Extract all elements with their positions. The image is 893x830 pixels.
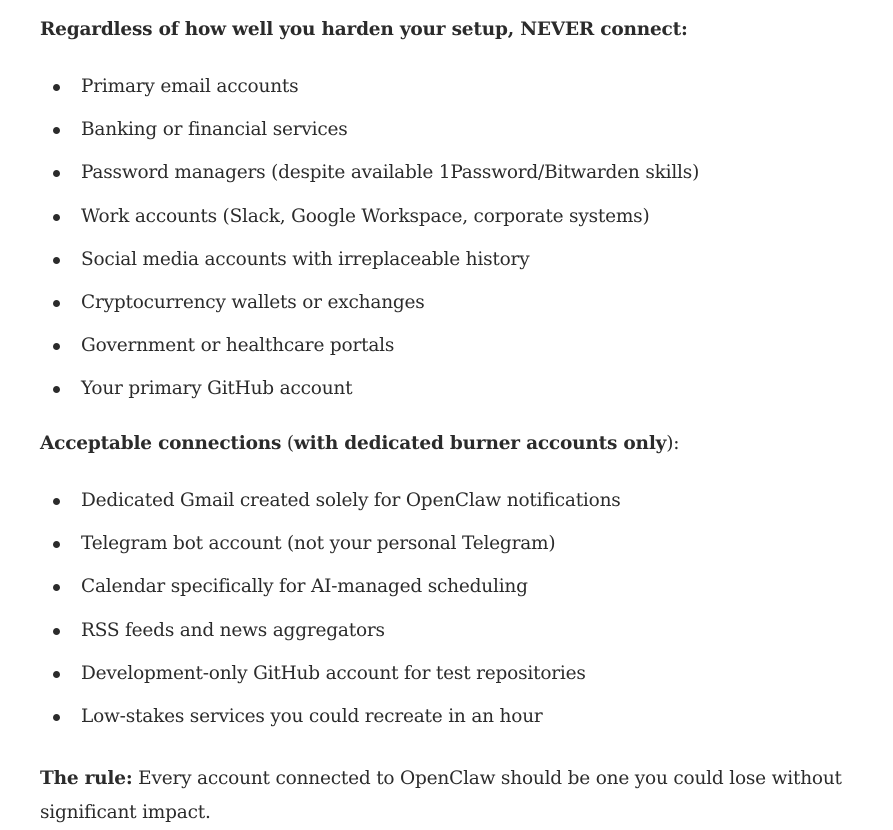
- list-item-text: Low-stakes services you could recreate in an hour: [81, 705, 543, 727]
- list-item-text: Banking or financial services: [81, 119, 348, 141]
- bullet-icon: [53, 127, 60, 134]
- list-item: [40, 162, 699, 205]
- never-connect-heading: Regardless of how well you harden your setup, NEVER connect:: [40, 19, 688, 40]
- list-item-text: Work accounts (Slack, Google Workspace, corporate systems): [81, 205, 650, 227]
- list-item: [40, 335, 699, 378]
- list-item-text: Calendar specifically for AI-managed scheduling: [81, 576, 528, 598]
- list-item: [40, 378, 699, 421]
- never-connect-list: [40, 76, 699, 422]
- list-item: [40, 249, 699, 292]
- bullet-icon: [53, 714, 60, 721]
- bullet-icon: [53, 541, 60, 548]
- list-item: [40, 576, 621, 619]
- acceptable-heading-paren-open: (: [281, 433, 294, 454]
- list-item: [40, 76, 699, 119]
- list-item: [40, 706, 621, 749]
- rule-label: The rule:: [40, 768, 133, 789]
- list-item-text: Telegram bot account (not your personal Telegram): [81, 533, 556, 555]
- list-item: [40, 292, 699, 335]
- bullet-icon: [53, 214, 60, 221]
- acceptable-heading-paren-close: ):: [666, 433, 680, 454]
- list-item-text: Password managers (despite available 1Password/Bitwarden skills): [81, 162, 700, 184]
- list-item: [40, 490, 621, 533]
- acceptable-heading-bold: Acceptable connections: [40, 433, 282, 454]
- bullet-icon: [53, 498, 60, 505]
- list-item-text: Government or healthcare portals: [81, 335, 395, 357]
- list-item: [40, 663, 621, 706]
- bullet-icon: [53, 84, 60, 91]
- list-item-text: Development-only GitHub account for test repositories: [81, 662, 586, 684]
- acceptable-heading-qualifier: with dedicated burner accounts only: [293, 433, 667, 454]
- bullet-icon: [53, 300, 60, 307]
- list-item: [40, 533, 621, 576]
- rule-paragraph: [40, 762, 870, 830]
- bullet-icon: [53, 386, 60, 393]
- acceptable-connections-heading: [40, 433, 679, 454]
- rule-text: Every account connected to OpenClaw should be one you could lose without significant impact.: [40, 768, 842, 823]
- list-item: [40, 206, 699, 249]
- list-item: [40, 119, 699, 162]
- list-item-text: Dedicated Gmail created solely for OpenClaw notifications: [81, 490, 621, 511]
- list-item-text: Primary email accounts: [81, 76, 299, 97]
- bullet-icon: [53, 628, 60, 635]
- list-item: [40, 620, 621, 663]
- list-item-text: Your primary GitHub account: [81, 378, 353, 400]
- list-item-text: RSS feeds and news aggregators: [81, 619, 385, 641]
- bullet-icon: [53, 584, 60, 591]
- list-item-text: Social media accounts with irreplaceable history: [81, 248, 530, 270]
- bullet-icon: [53, 343, 60, 350]
- bullet-icon: [53, 257, 60, 264]
- list-item-text: Cryptocurrency wallets or exchanges: [81, 291, 425, 313]
- acceptable-connections-list: [40, 490, 621, 749]
- bullet-icon: [53, 671, 60, 678]
- bullet-icon: [53, 170, 60, 177]
